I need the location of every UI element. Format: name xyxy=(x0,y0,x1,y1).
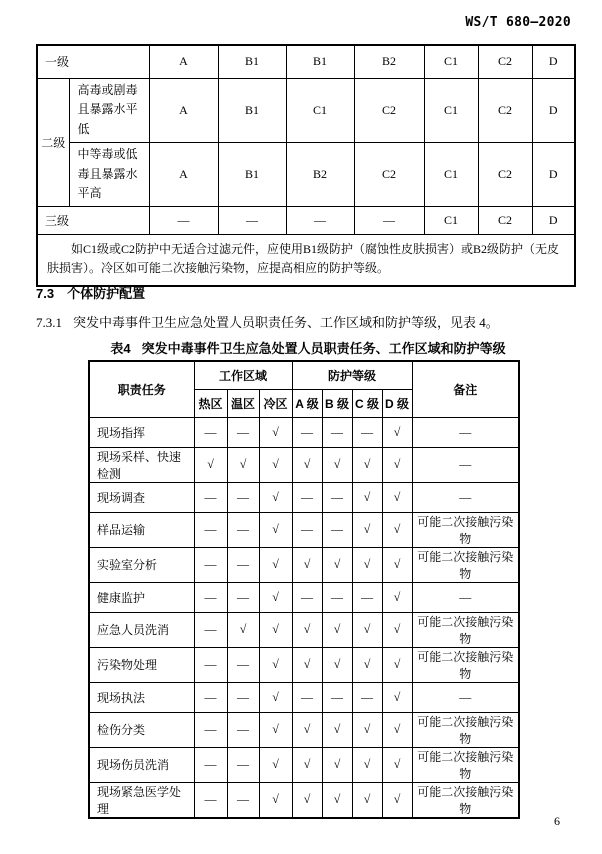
table-cell: √ xyxy=(382,612,412,647)
table-cell: √ xyxy=(382,512,412,547)
row-label: 二级 xyxy=(37,78,69,207)
table-cell: — xyxy=(322,512,352,547)
task-cell: 现场指挥 xyxy=(89,417,194,447)
table-cell: — xyxy=(292,582,322,612)
table-cell: C2 xyxy=(478,45,532,78)
table-row xyxy=(89,417,519,447)
table-cell: — xyxy=(292,482,322,512)
task-cell: 应急人员洗消 xyxy=(89,612,194,647)
table4-duty-protection xyxy=(88,360,520,819)
table-cell: C1 xyxy=(286,78,354,142)
table-cell: √ xyxy=(259,712,292,747)
table-cell: C1 xyxy=(424,45,478,78)
table-cell: √ xyxy=(352,712,382,747)
table-cell: — xyxy=(227,417,259,447)
table-cell: √ xyxy=(259,612,292,647)
table-cell: B1 xyxy=(218,78,286,142)
remark-cell: — xyxy=(412,417,519,447)
table-cell: √ xyxy=(382,682,412,712)
table-cell: B2 xyxy=(354,45,424,78)
table-cell: √ xyxy=(382,447,412,482)
table-footnote: 如C1级或C2防护中无适合过滤元件，应使用B1级防护（腐蚀性皮肤损害）或B2级防护（无皮肤损害）。冷区如可能二次接触污染物，应提高相应的防护等级。 xyxy=(37,235,575,287)
table-header-row xyxy=(89,361,519,389)
task-cell: 现场采样、快速检测 xyxy=(89,447,194,482)
remark-cell: 可能二次接触污染物 xyxy=(412,547,519,582)
table-row xyxy=(37,235,575,287)
column-header-remark: 备注 xyxy=(412,361,519,417)
table-cell: √ xyxy=(352,747,382,782)
table-row xyxy=(89,547,519,582)
remark-cell: 可能二次接触污染物 xyxy=(412,512,519,547)
table-cell: √ xyxy=(322,547,352,582)
table-cell: √ xyxy=(352,647,382,682)
table-cell: √ xyxy=(382,417,412,447)
table-cell: √ xyxy=(382,747,412,782)
table-cell: — xyxy=(292,512,322,547)
table-cell: — xyxy=(352,682,382,712)
table-cell: — xyxy=(322,582,352,612)
table-cell: √ xyxy=(292,612,322,647)
table-cell: √ xyxy=(259,647,292,682)
task-cell: 样品运输 xyxy=(89,512,194,547)
page-number: 6 xyxy=(554,814,560,828)
task-cell: 检伤分类 xyxy=(89,712,194,747)
table-cell: — xyxy=(194,512,227,547)
table-cell: √ xyxy=(352,547,382,582)
table-cell: D xyxy=(532,142,575,206)
remark-cell: 可能二次接触污染物 xyxy=(412,747,519,782)
table-cell: — xyxy=(218,207,286,235)
remark-cell: 可能二次接触污染物 xyxy=(412,612,519,647)
table-cell: — xyxy=(194,747,227,782)
column-group-work-area: 工作区域 xyxy=(194,361,292,389)
table-row xyxy=(37,142,575,206)
standard-number: WS/T 680—2020 xyxy=(465,15,571,30)
column-header-level-b: B 级 xyxy=(322,389,352,417)
table-cell: C2 xyxy=(354,78,424,142)
table-cell: √ xyxy=(259,782,292,818)
table-cell: — xyxy=(194,682,227,712)
table-row xyxy=(89,712,519,747)
remark-cell: — xyxy=(412,482,519,512)
table-cell: √ xyxy=(382,582,412,612)
table-cell: √ xyxy=(292,782,322,818)
table-cell: — xyxy=(227,747,259,782)
remark-cell: — xyxy=(412,447,519,482)
table-cell: √ xyxy=(382,712,412,747)
task-cell: 健康监护 xyxy=(89,582,194,612)
task-cell: 污染物处理 xyxy=(89,647,194,682)
table-cell: B1 xyxy=(218,142,286,206)
table4-caption-label: 表4 xyxy=(110,341,131,356)
row-sublabel: 高毒或剧毒且暴露水平低 xyxy=(69,78,149,142)
table-cell: √ xyxy=(322,447,352,482)
table-cell: √ xyxy=(259,482,292,512)
remark-cell: 可能二次接触污染物 xyxy=(412,712,519,747)
remark-cell: 可能二次接触污染物 xyxy=(412,782,519,818)
table-cell: B2 xyxy=(286,142,354,206)
table-row xyxy=(89,782,519,818)
table-cell: √ xyxy=(322,647,352,682)
section-heading-title: 个体防护配置 xyxy=(67,286,146,301)
remark-cell: 可能二次接触污染物 xyxy=(412,647,519,682)
table-cell: √ xyxy=(259,512,292,547)
table-cell: — xyxy=(194,417,227,447)
column-header-level-d: D 级 xyxy=(382,389,412,417)
table-cell: D xyxy=(532,78,575,142)
table-cell: √ xyxy=(382,782,412,818)
table-cell: — xyxy=(194,647,227,682)
table-row xyxy=(89,582,519,612)
remark-cell: — xyxy=(412,682,519,712)
table-cell: √ xyxy=(259,682,292,712)
table-row xyxy=(89,512,519,547)
table-cell: — xyxy=(227,712,259,747)
table-cell: — xyxy=(227,647,259,682)
column-header-level-c: C 级 xyxy=(352,389,382,417)
clause-text: 突发中毒事件卫生应急处置人员职责任务、工作区域和防护等级，见表 4。 xyxy=(73,315,499,330)
table-cell: √ xyxy=(382,547,412,582)
table-cell: C1 xyxy=(424,207,478,235)
clause-number: 7.3.1 xyxy=(36,315,62,330)
table-row xyxy=(89,747,519,782)
row-label: 一级 xyxy=(37,45,149,78)
table-cell: B1 xyxy=(286,45,354,78)
table-cell: — xyxy=(194,712,227,747)
table-cell: — xyxy=(354,207,424,235)
protection-level-table-continued xyxy=(36,44,576,287)
table-cell: √ xyxy=(352,612,382,647)
table-row xyxy=(89,482,519,512)
table-cell: — xyxy=(227,582,259,612)
table-row xyxy=(89,682,519,712)
table-cell: √ xyxy=(322,782,352,818)
table-cell: √ xyxy=(352,512,382,547)
table-cell: √ xyxy=(259,447,292,482)
table-cell: — xyxy=(194,782,227,818)
table-cell: √ xyxy=(352,482,382,512)
section-heading xyxy=(36,283,145,302)
table-row xyxy=(89,447,519,482)
table-cell: — xyxy=(292,417,322,447)
table-row xyxy=(89,647,519,682)
table4-caption-title: 突发中毒事件卫生应急处置人员职责任务、工作区域和防护等级 xyxy=(141,341,506,356)
table-cell: — xyxy=(227,682,259,712)
table-cell: √ xyxy=(259,547,292,582)
row-sublabel: 中等毒或低毒且暴露水平高 xyxy=(69,142,149,206)
table-cell: C1 xyxy=(424,142,478,206)
table-cell: — xyxy=(227,482,259,512)
table-cell: √ xyxy=(382,482,412,512)
column-header-cold-zone: 冷区 xyxy=(259,389,292,417)
task-cell: 实验室分析 xyxy=(89,547,194,582)
table-cell: — xyxy=(292,682,322,712)
column-header-hot-zone: 热区 xyxy=(194,389,227,417)
table-cell: D xyxy=(532,45,575,78)
table-row xyxy=(37,78,575,142)
task-cell: 现场执法 xyxy=(89,682,194,712)
table-cell: √ xyxy=(259,747,292,782)
table-cell: √ xyxy=(352,782,382,818)
table-cell: A xyxy=(149,78,218,142)
table-cell: √ xyxy=(322,712,352,747)
table-cell: √ xyxy=(322,747,352,782)
table-row xyxy=(37,45,575,78)
column-header-task: 职责任务 xyxy=(89,361,194,417)
table-cell: — xyxy=(352,582,382,612)
table-cell: — xyxy=(227,782,259,818)
table-cell: — xyxy=(352,417,382,447)
table-cell: A xyxy=(149,45,218,78)
table-cell: √ xyxy=(322,612,352,647)
table-cell: C2 xyxy=(478,207,532,235)
table-cell: — xyxy=(322,482,352,512)
table-cell: — xyxy=(322,682,352,712)
table-cell: — xyxy=(194,482,227,512)
table-cell: D xyxy=(532,207,575,235)
table-cell: √ xyxy=(292,447,322,482)
table-cell: — xyxy=(286,207,354,235)
table-cell: — xyxy=(194,582,227,612)
table4-caption xyxy=(78,338,538,357)
table-cell: √ xyxy=(259,417,292,447)
table-cell: √ xyxy=(292,747,322,782)
table-cell: — xyxy=(149,207,218,235)
remark-cell: — xyxy=(412,582,519,612)
table-cell: — xyxy=(227,547,259,582)
table-cell: √ xyxy=(292,547,322,582)
column-group-protection: 防护等级 xyxy=(292,361,412,389)
table-row xyxy=(89,612,519,647)
task-cell: 现场紧急医学处理 xyxy=(89,782,194,818)
table-cell: — xyxy=(194,612,227,647)
table-cell: √ xyxy=(194,447,227,482)
table-cell: C1 xyxy=(424,78,478,142)
table-cell: C2 xyxy=(354,142,424,206)
table-cell: √ xyxy=(259,582,292,612)
table-cell: √ xyxy=(292,647,322,682)
row-label: 三级 xyxy=(37,207,149,235)
table-row xyxy=(37,207,575,235)
table-cell: B1 xyxy=(218,45,286,78)
column-header-warm-zone: 温区 xyxy=(227,389,259,417)
table-cell: — xyxy=(227,512,259,547)
table-cell: √ xyxy=(382,647,412,682)
table-cell: A xyxy=(149,142,218,206)
table-cell: √ xyxy=(227,447,259,482)
table-cell: √ xyxy=(292,712,322,747)
column-header-level-a: A 级 xyxy=(292,389,322,417)
task-cell: 现场伤员洗消 xyxy=(89,747,194,782)
task-cell: 现场调查 xyxy=(89,482,194,512)
table-cell: C2 xyxy=(478,142,532,206)
table-cell: √ xyxy=(227,612,259,647)
clause-paragraph xyxy=(36,312,499,331)
section-heading-number: 7.3 xyxy=(36,286,55,301)
table-cell: √ xyxy=(352,447,382,482)
table-cell: C2 xyxy=(478,78,532,142)
table-cell: — xyxy=(194,547,227,582)
table-cell: — xyxy=(322,417,352,447)
